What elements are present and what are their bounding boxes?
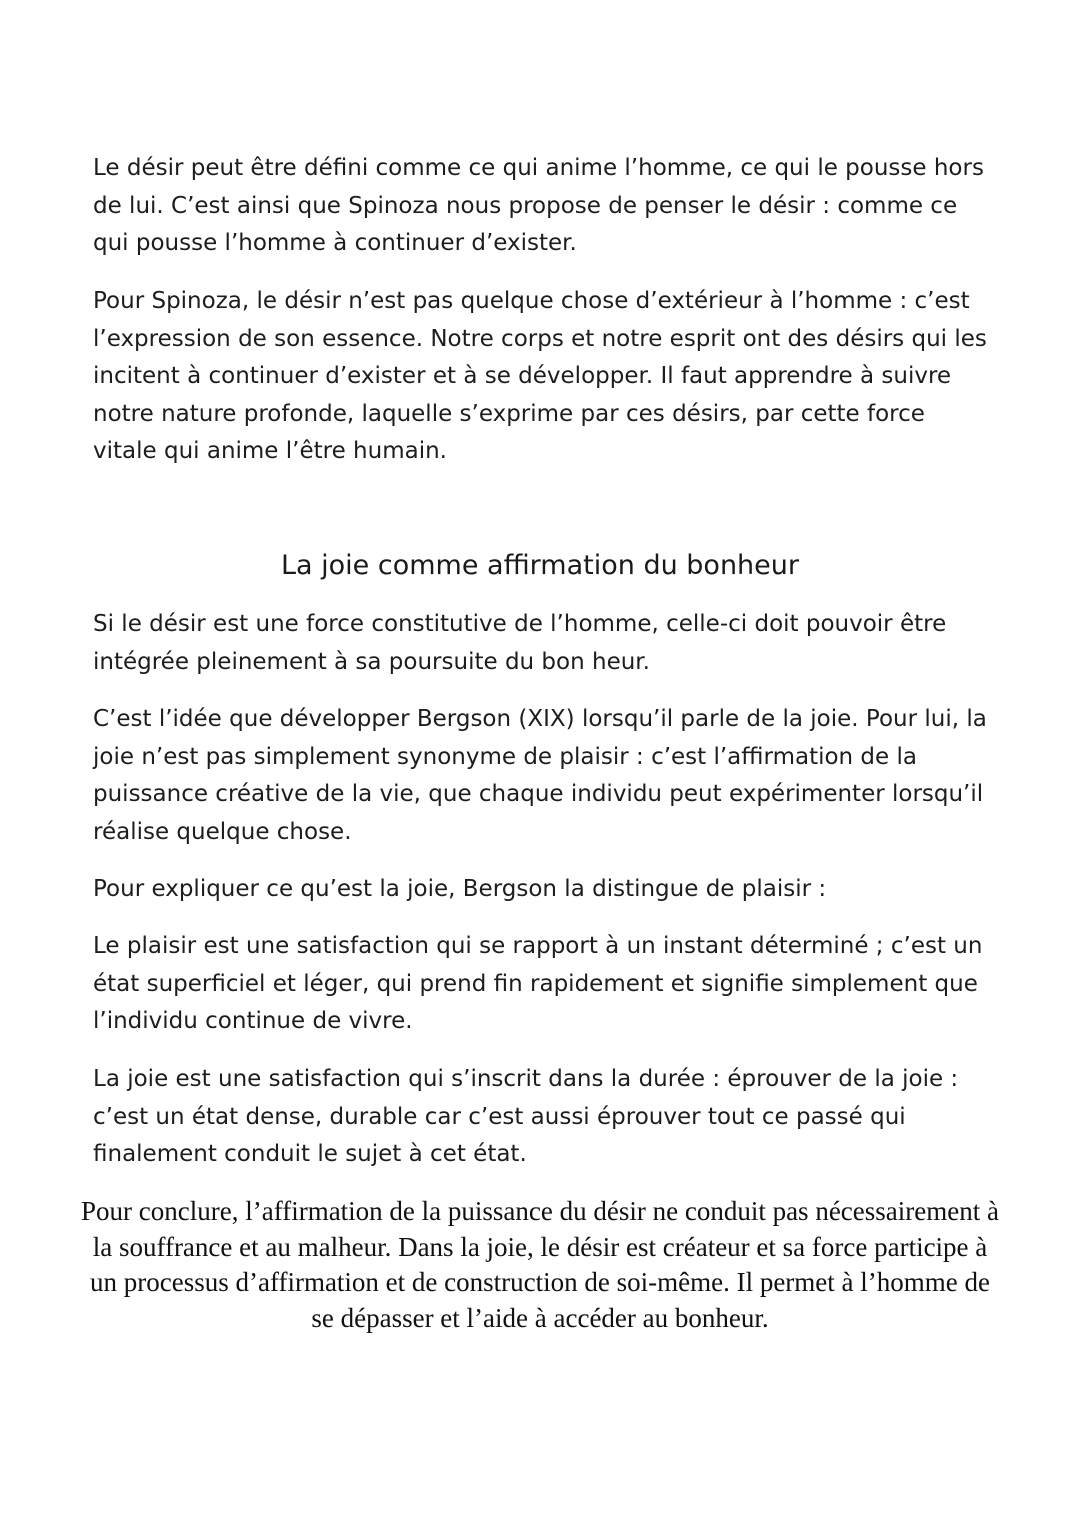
paragraph-distinction-intro: Pour expliquer ce qu’est la joie, Bergson la distingue de plaisir : (93, 876, 827, 902)
paragraph-plaisir: Le plaisir est une satisfaction qui se rapport à un instant déterminé ; c’est un état superficiel et léger, qui prend fin rapidement et signifie simplement que l’individu continue de vivre. (93, 933, 983, 1034)
paragraph-spinoza-essence: Pour Spinoza, le désir n’est pas quelque chose d’extérieur à l’homme : c’est l’expression de son essence. Notre corps et notre esprit ont des désirs qui les incitent à continuer d’exister et à se développer. Il faut apprendre à suivre notre nature profonde, laquelle s’exprime par ces désirs, par cette force vitale qui anime l’être humain. (93, 288, 987, 464)
paragraph-desir-definition: Le désir peut être défini comme ce qui anime l’homme, ce qui le pousse hors de lui. C’est ainsi que Spinoza nous propose de penser le désir : comme ce qui pousse l’homme à continuer d’exister. (93, 155, 984, 256)
paragraph-bergson-joie: C’est l’idée que développer Bergson (XIX) lorsqu’il parle de la joie. Pour lui, la joie n’est pas simplement synonyme de plaisir : c’est l’affirmation de la puissance créative de la vie, que chaque individu peut expérimenter lorsqu’il réalise quelque chose. (93, 706, 987, 845)
paragraph-force-constitutive: Si le désir est une force constitutive de l’homme, celle-ci doit pouvoir être intégrée pleinement à sa poursuite du bon heur. (93, 611, 947, 675)
conclusion-paragraph: Pour conclure, l’affirmation de la puissance du désir ne conduit pas nécessairement à la souffrance et au malheur. Dans la joie, le désir est créateur et sa force participe à un processus d’affirmation et de construction de soi-même. Il permet à l’homme de se dépasser et l’aide à accéder au bonheur. (81, 1196, 999, 1333)
section-heading: La joie comme affirmation du bonheur (280, 550, 799, 581)
paragraph-joie-duree: La joie est une satisfaction qui s’inscrit dans la durée : éprouver de la joie : c’est un état dense, durable car c’est aussi éprouver tout ce passé qui finalement conduit le sujet à cet état. (93, 1066, 959, 1167)
